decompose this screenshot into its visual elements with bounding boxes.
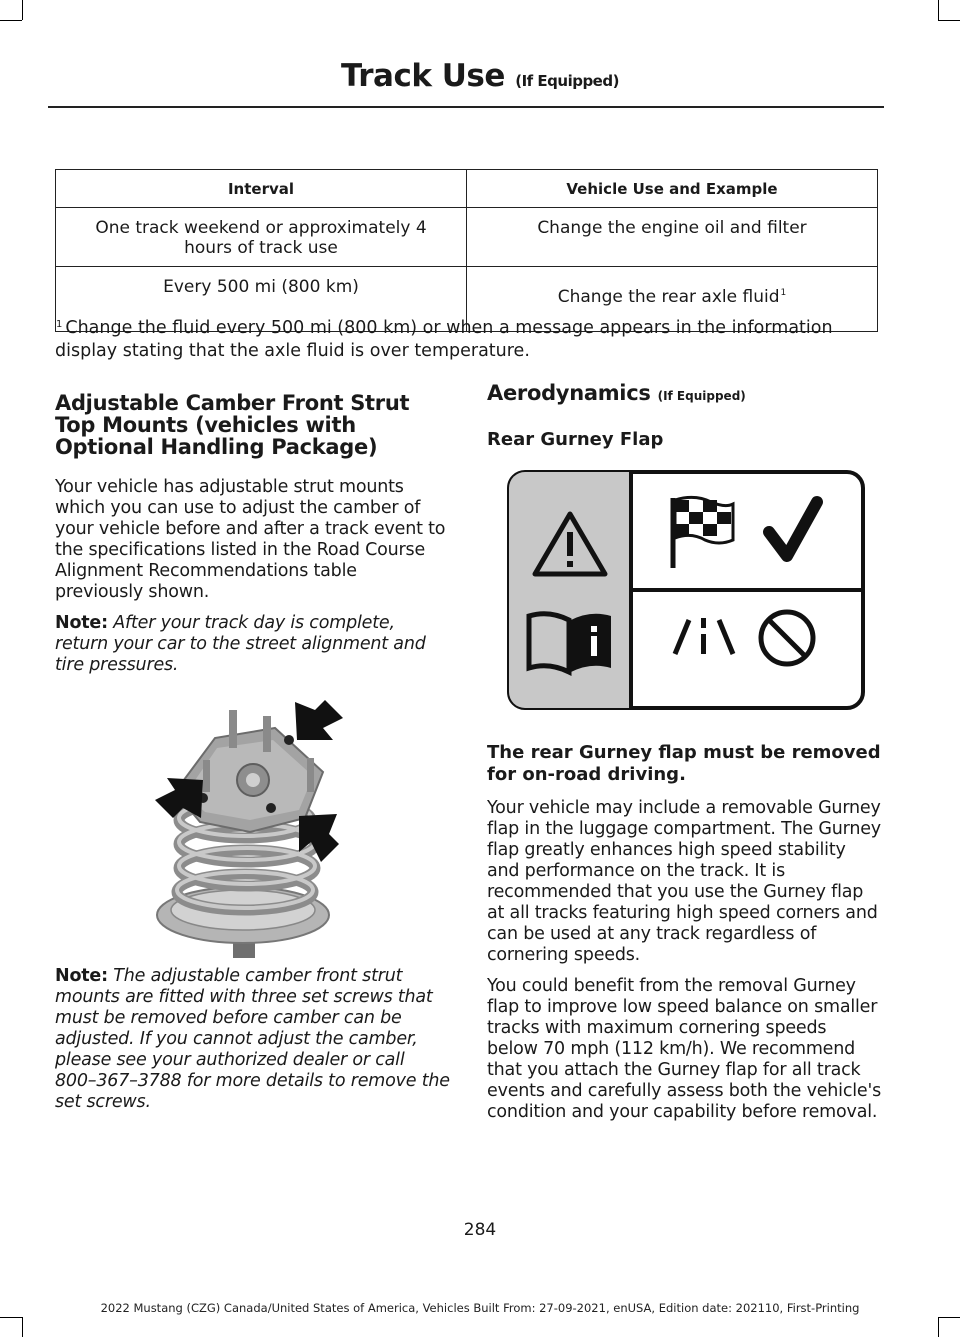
aerodynamics-heading-sub: (If Equipped)	[657, 389, 746, 403]
maintenance-interval-table	[55, 169, 878, 332]
page-title-subtitle: (If Equipped)	[515, 72, 619, 90]
crop-mark	[22, 0, 23, 20]
crop-mark	[22, 1317, 23, 1337]
gurney-flap-paragraph-1: Your vehicle may include a removable Gurney flap in the luggage compartment. The Gurney flap greatly enhances high speed stability and performance on the track. It is recommended that you use the Gurney flap at all tracks featuring high speed corners and can be used at any track regardless of cornering speeds.	[487, 798, 881, 965]
footnote-ref: 1	[780, 288, 787, 298]
table-row	[56, 208, 878, 267]
crop-mark	[0, 1317, 22, 1318]
table-cell-interval: Every 500 mi (800 km)	[56, 267, 467, 332]
gurney-flap-paragraph-2: You could benefit from the removal Gurney flap to improve low speed balance on smaller tracks with maximum cornering speeds below 70 mph (112 km/h). We recommend that you attach the Gurney flap for all track events and carefully assess both the vehicle's condition and your capability before removal.	[487, 976, 882, 1122]
table-header-row	[56, 170, 878, 208]
gurney-flap-warning: The rear Gurney flap must be removed for on-road driving.	[487, 742, 881, 785]
table-footnote	[55, 313, 885, 363]
table-cell-use-text: Change the rear axle fluid	[557, 287, 780, 307]
page-footer: 2022 Mustang (CZG) Canada/United States of America, Vehicles Built From: 27-09-2021, enUSA, Edition date: 202110, First-Printing	[100, 1301, 860, 1315]
page-number: 284	[463, 1220, 497, 1240]
crop-mark	[938, 0, 939, 20]
left-column-lower	[55, 966, 450, 1113]
right-column-lower	[487, 742, 882, 1123]
page-title	[0, 58, 960, 94]
crop-mark	[0, 20, 22, 21]
table-header-interval: Interval	[56, 170, 467, 208]
aerodynamics-heading	[487, 382, 882, 407]
note-label: Note:	[55, 613, 108, 633]
footnote-text: Change the fluid every 500 mi (800 km) or when a message appears in the information display stating that the axle fluid is over temperature.	[55, 318, 833, 361]
note-set-screws	[55, 966, 450, 1113]
footnote-marker: 1	[56, 319, 63, 330]
note-label: Note:	[55, 966, 108, 986]
note-text: The adjustable camber front strut mounts are fitted with three set screws that must be removed before camber can be adjusted. If you cannot adjust the camber, please see your authorized dealer or call 800–367–3788 for more details to remove the set screws.	[55, 966, 450, 1112]
crop-mark	[938, 20, 960, 21]
page-title-main: Track Use	[341, 58, 505, 94]
note-text: After your track day is complete, return your car to the street alignment and tire pressures.	[55, 613, 426, 675]
strut-mount-illustration-icon	[155, 700, 345, 958]
warning-symbol-panel-icon	[507, 470, 865, 710]
crop-mark	[938, 1317, 939, 1337]
crop-mark	[938, 1317, 960, 1318]
table-cell-use: Change the engine oil and filter	[467, 208, 878, 267]
table-cell-interval: One track weekend or approximately 4 hours of track use	[56, 208, 467, 267]
left-column	[55, 392, 450, 676]
aerodynamics-heading-text: Aerodynamics	[487, 381, 651, 405]
header-divider	[48, 106, 884, 108]
table-header-vehicle-use: Vehicle Use and Example	[467, 170, 878, 208]
camber-heading: Adjustable Camber Front Strut Top Mounts (vehicles with Optional Handling Package)	[55, 391, 410, 459]
right-column	[487, 382, 882, 451]
camber-paragraph: Your vehicle has adjustable strut mounts which you can use to adjust the camber of your vehicle before and after a track event to the specifications listed in the Road Course Alignment Recommendations table previously shown.	[55, 477, 446, 602]
gurney-flap-subheading: Rear Gurney Flap	[487, 429, 664, 450]
note-track-day	[55, 613, 450, 676]
